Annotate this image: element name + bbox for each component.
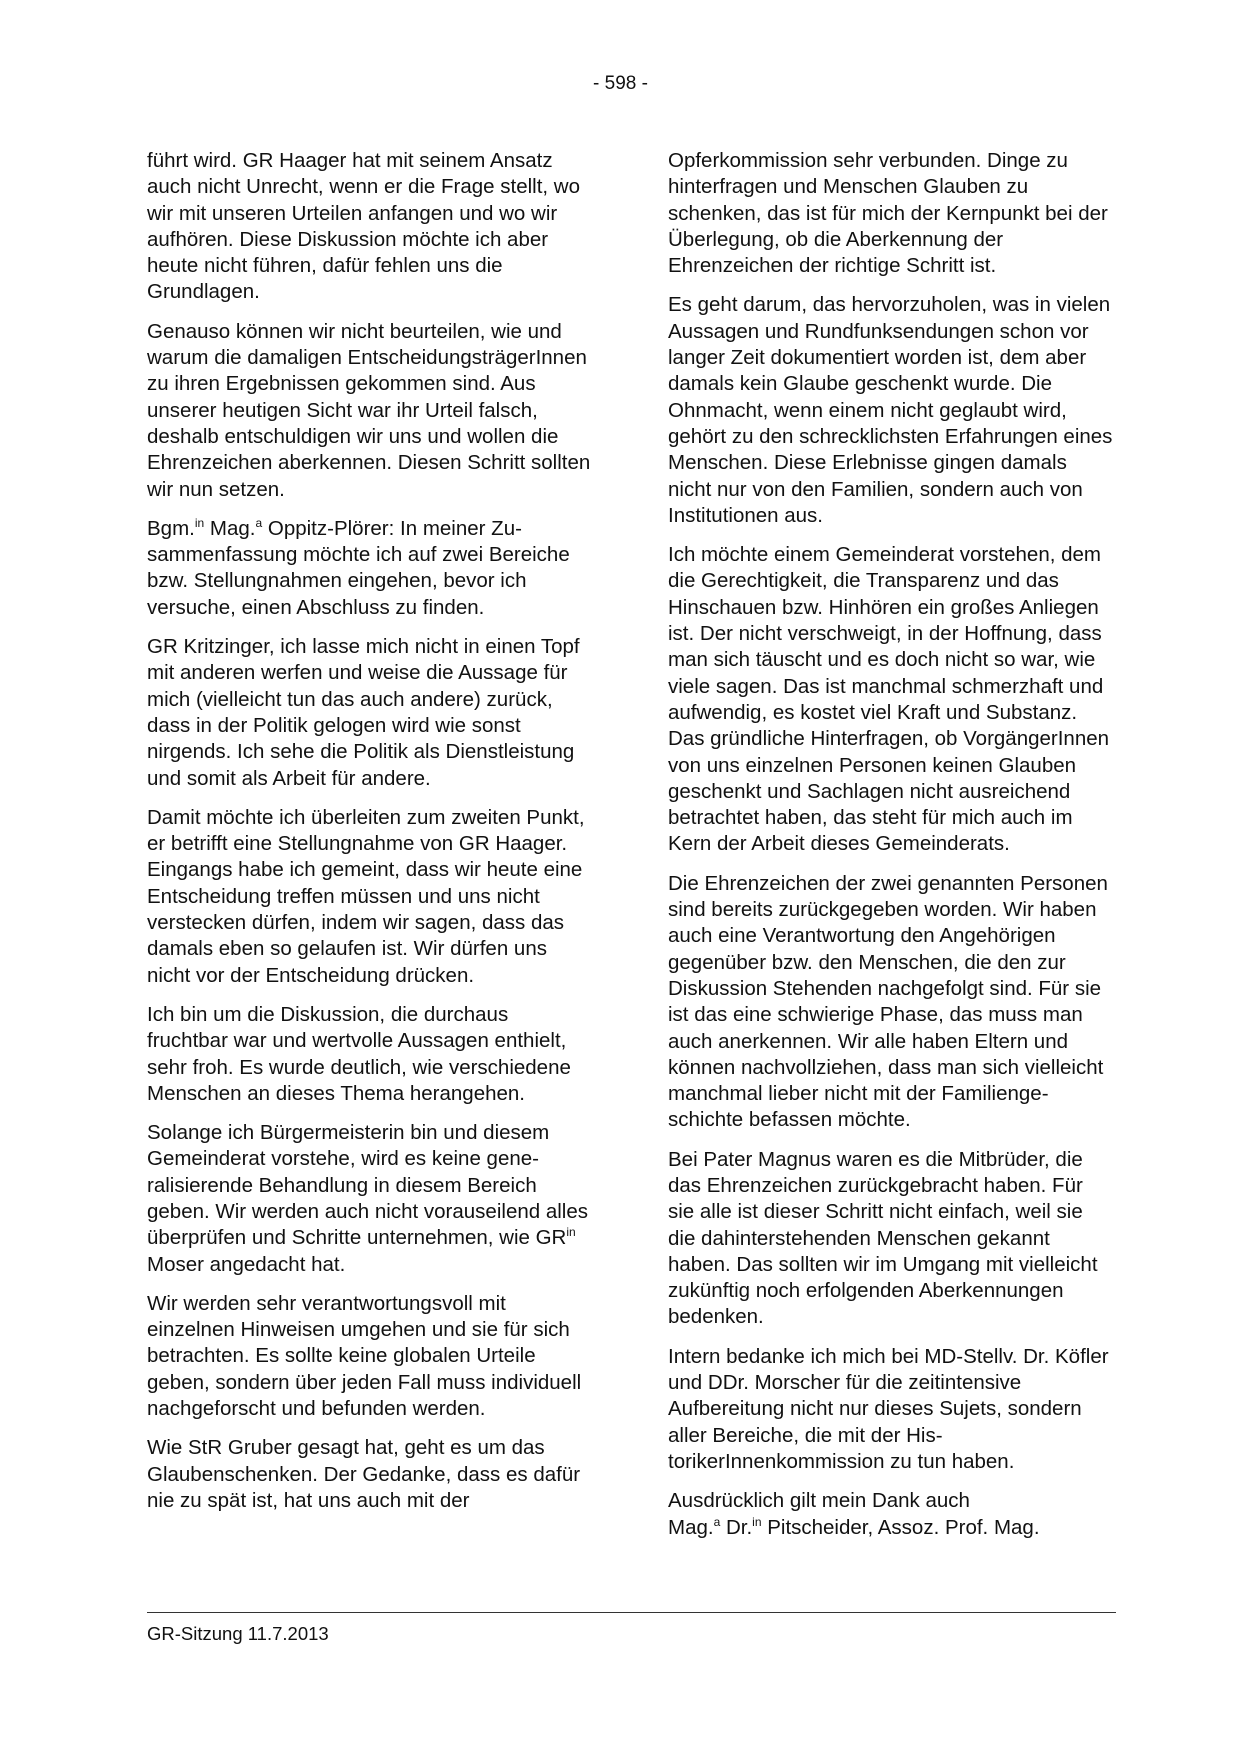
paragraph: Ich möchte einem Gemeinderat vorstehen, dem die Gerechtigkeit, die Transparenz und das Hinschauen bzw. Hinhören ein großes Anliegen ist. Der nicht verschweigt, in der Hoffnung, dass man sich täuscht und es doch nicht so war, wie viele sagen. Das ist manchmal schmerzhaft und aufwendig, es kostet viel Kraft und Substanz. Das gründliche Hinterfragen, ob VorgängerInnen von uns einzelnen Personen keinen Glauben geschenkt und Sachlagen nicht ausreichend betrachtet haben, das steht für mich auch im Kern der Arbeit dieses Gemeinderats.	[668, 543, 1110, 856]
paragraph: Genauso können wir nicht beurteilen, wie und warum die damaligen EntscheidungsträgerInnen zu ihren Ergebnissen gekommen sind. Aus unserer heutigen Sicht war ihr Urteil falsch, deshalb entschuldigen wir uns und wollen die Ehrenzeichen aberkennen. Diesen Schritt sollten wir nun setzen.	[147, 319, 591, 501]
speaker-title: Bgm.$^{in}$ Mag.$^a$ Oppitz-Plörer:	[147, 515, 395, 540]
paragraph: Wie StR Gruber gesagt hat, geht es um das Glaubenschenken. Der Gedanke, dass es dafür nie zu spät ist, hat uns auch mit der	[147, 1436, 581, 1512]
paragraph: Solange ich Bürgermeisterin bin und diesem Gemeinderat vorstehe, wird es keine generalisierende Behandlung in diesem Bereich geben. Wir werden auch nicht vorauseilend alles überprüfen und Schritte unternehmen, wie $GR^{in}$ Moser angedacht hat.	[147, 1121, 589, 1276]
footer-divider	[147, 1612, 1116, 1613]
paragraph: Die Ehrenzeichen der zwei genannten Personen sind bereits zurückgegeben worden. Wir haben auch eine Verantwortung den Angehörigen gegenüber bzw. den Menschen, die den zur Diskussion Stehenden nachgefolgt sind. Für sie ist das eine schwierige Phase, das muss man auch anerkennen. Wir alle haben Eltern und können nachvollziehen, dass man sich vielleicht manchmal lieber nicht mit der Familiengeschichte befassen möchte.	[668, 871, 1108, 1132]
speaker-text: In meiner Zusammenfassung möchte ich auf zwei Bereiche bzw. Stellungnahmen eingehen, bevor ich versuche, einen Abschluss zu finden.	[147, 516, 570, 619]
paragraph: Es geht darum, das hervorzuholen, was in vielen Aussagen und Rundfunksendungen schon vor langer Zeit dokumentiert worden ist, dem aber damals kein Glaube geschenkt wurde. Die Ohnmacht, wenn einem nicht geglaubt wird, gehört zu den schrecklichsten Erfahrungen eines Menschen. Diese Erlebnisse gingen damals nicht nur von den Familien, sondern auch von Institutionen aus.	[668, 293, 1113, 527]
paragraph: Intern bedanke ich mich bei MD-Stellv. Dr. Köfler und DDr. Morscher für die zeitintensive Aufbereitung nicht nur dieses Sujets, sondern aller Bereiche, die mit der HistorikerInnenkommission zu tun haben.	[668, 1344, 1109, 1473]
right-column	[668, 148, 1113, 1554]
speaker-paragraph	[147, 516, 592, 621]
paragraph: führt wird. GR Haager hat mit seinem Ansatz auch nicht Unrecht, wenn er die Frage stellt, wo wir mit unseren Urteilen anfangen und wo wir aufhören. Diese Diskussion möchte ich aber heute nicht führen, dafür fehlen uns die Grundlagen.	[147, 149, 580, 304]
paragraph: Ich bin um die Diskussion, die durchaus fruchtbar war und wertvolle Aussagen enthielt, sehr froh. Es wurde deutlich, wie verschiedene Menschen an dieses Thema herangehen.	[147, 1002, 571, 1105]
page-number: - 598 -	[593, 73, 648, 94]
paragraph: Ausdrücklich gilt mein Dank auch Mag.$^a$ Dr.$^{in}$ Pitscheider, Assoz. Prof. Mag.	[668, 1489, 1040, 1539]
footer-session-label: GR-Sitzung 11.7.2013	[147, 1623, 329, 1644]
paragraph: Wir werden sehr verantwortungsvoll mit einzelnen Hinweisen umgehen und sie für sich betrachten. Es sollte keine globalen Urteile geben, sondern über jeden Fall muss individuell nachgeforscht und befunden werden.	[147, 1291, 582, 1421]
paragraph: Damit möchte ich überleiten zum zweiten Punkt, er betrifft eine Stellungnahme von GR Haager. Eingangs habe ich gemeint, dass wir heute eine Entscheidung treffen müssen und uns nicht verstecken dürfen, indem wir sagen, dass das damals eben so gelaufen ist. Wir dürfen uns nicht vor der Entscheidung drücken.	[147, 805, 585, 987]
paragraph: Bei Pater Magnus waren es die Mitbrüder, die das Ehrenzeichen zurückgebracht haben. Für sie alle ist dieser Schritt nicht einfach, weil sie die dahinterstehenden Menschen gekannt haben. Das sollten wir im Umgang mit vielleicht zukünftig noch erfolgenden Aberkennungen bedenken.	[668, 1147, 1098, 1329]
paragraph: GR Kritzinger, ich lasse mich nicht in einen Topf mit anderen werfen und weise die Aussage für mich (vielleicht tun das auch andere) zurück, dass in der Politik gelogen wird wie sonst nirgends. Ich sehe die Politik als Dienstleistung und somit als Arbeit für andere.	[147, 635, 580, 790]
paragraph: Opferkommission sehr verbunden. Dinge zu hinterfragen und Menschen Glauben zu schenken, das ist für mich der Kernpunkt bei der Überlegung, ob die Aberkennung der Ehrenzeichen der richtige Schritt ist.	[668, 149, 1108, 278]
left-column	[147, 148, 592, 1527]
